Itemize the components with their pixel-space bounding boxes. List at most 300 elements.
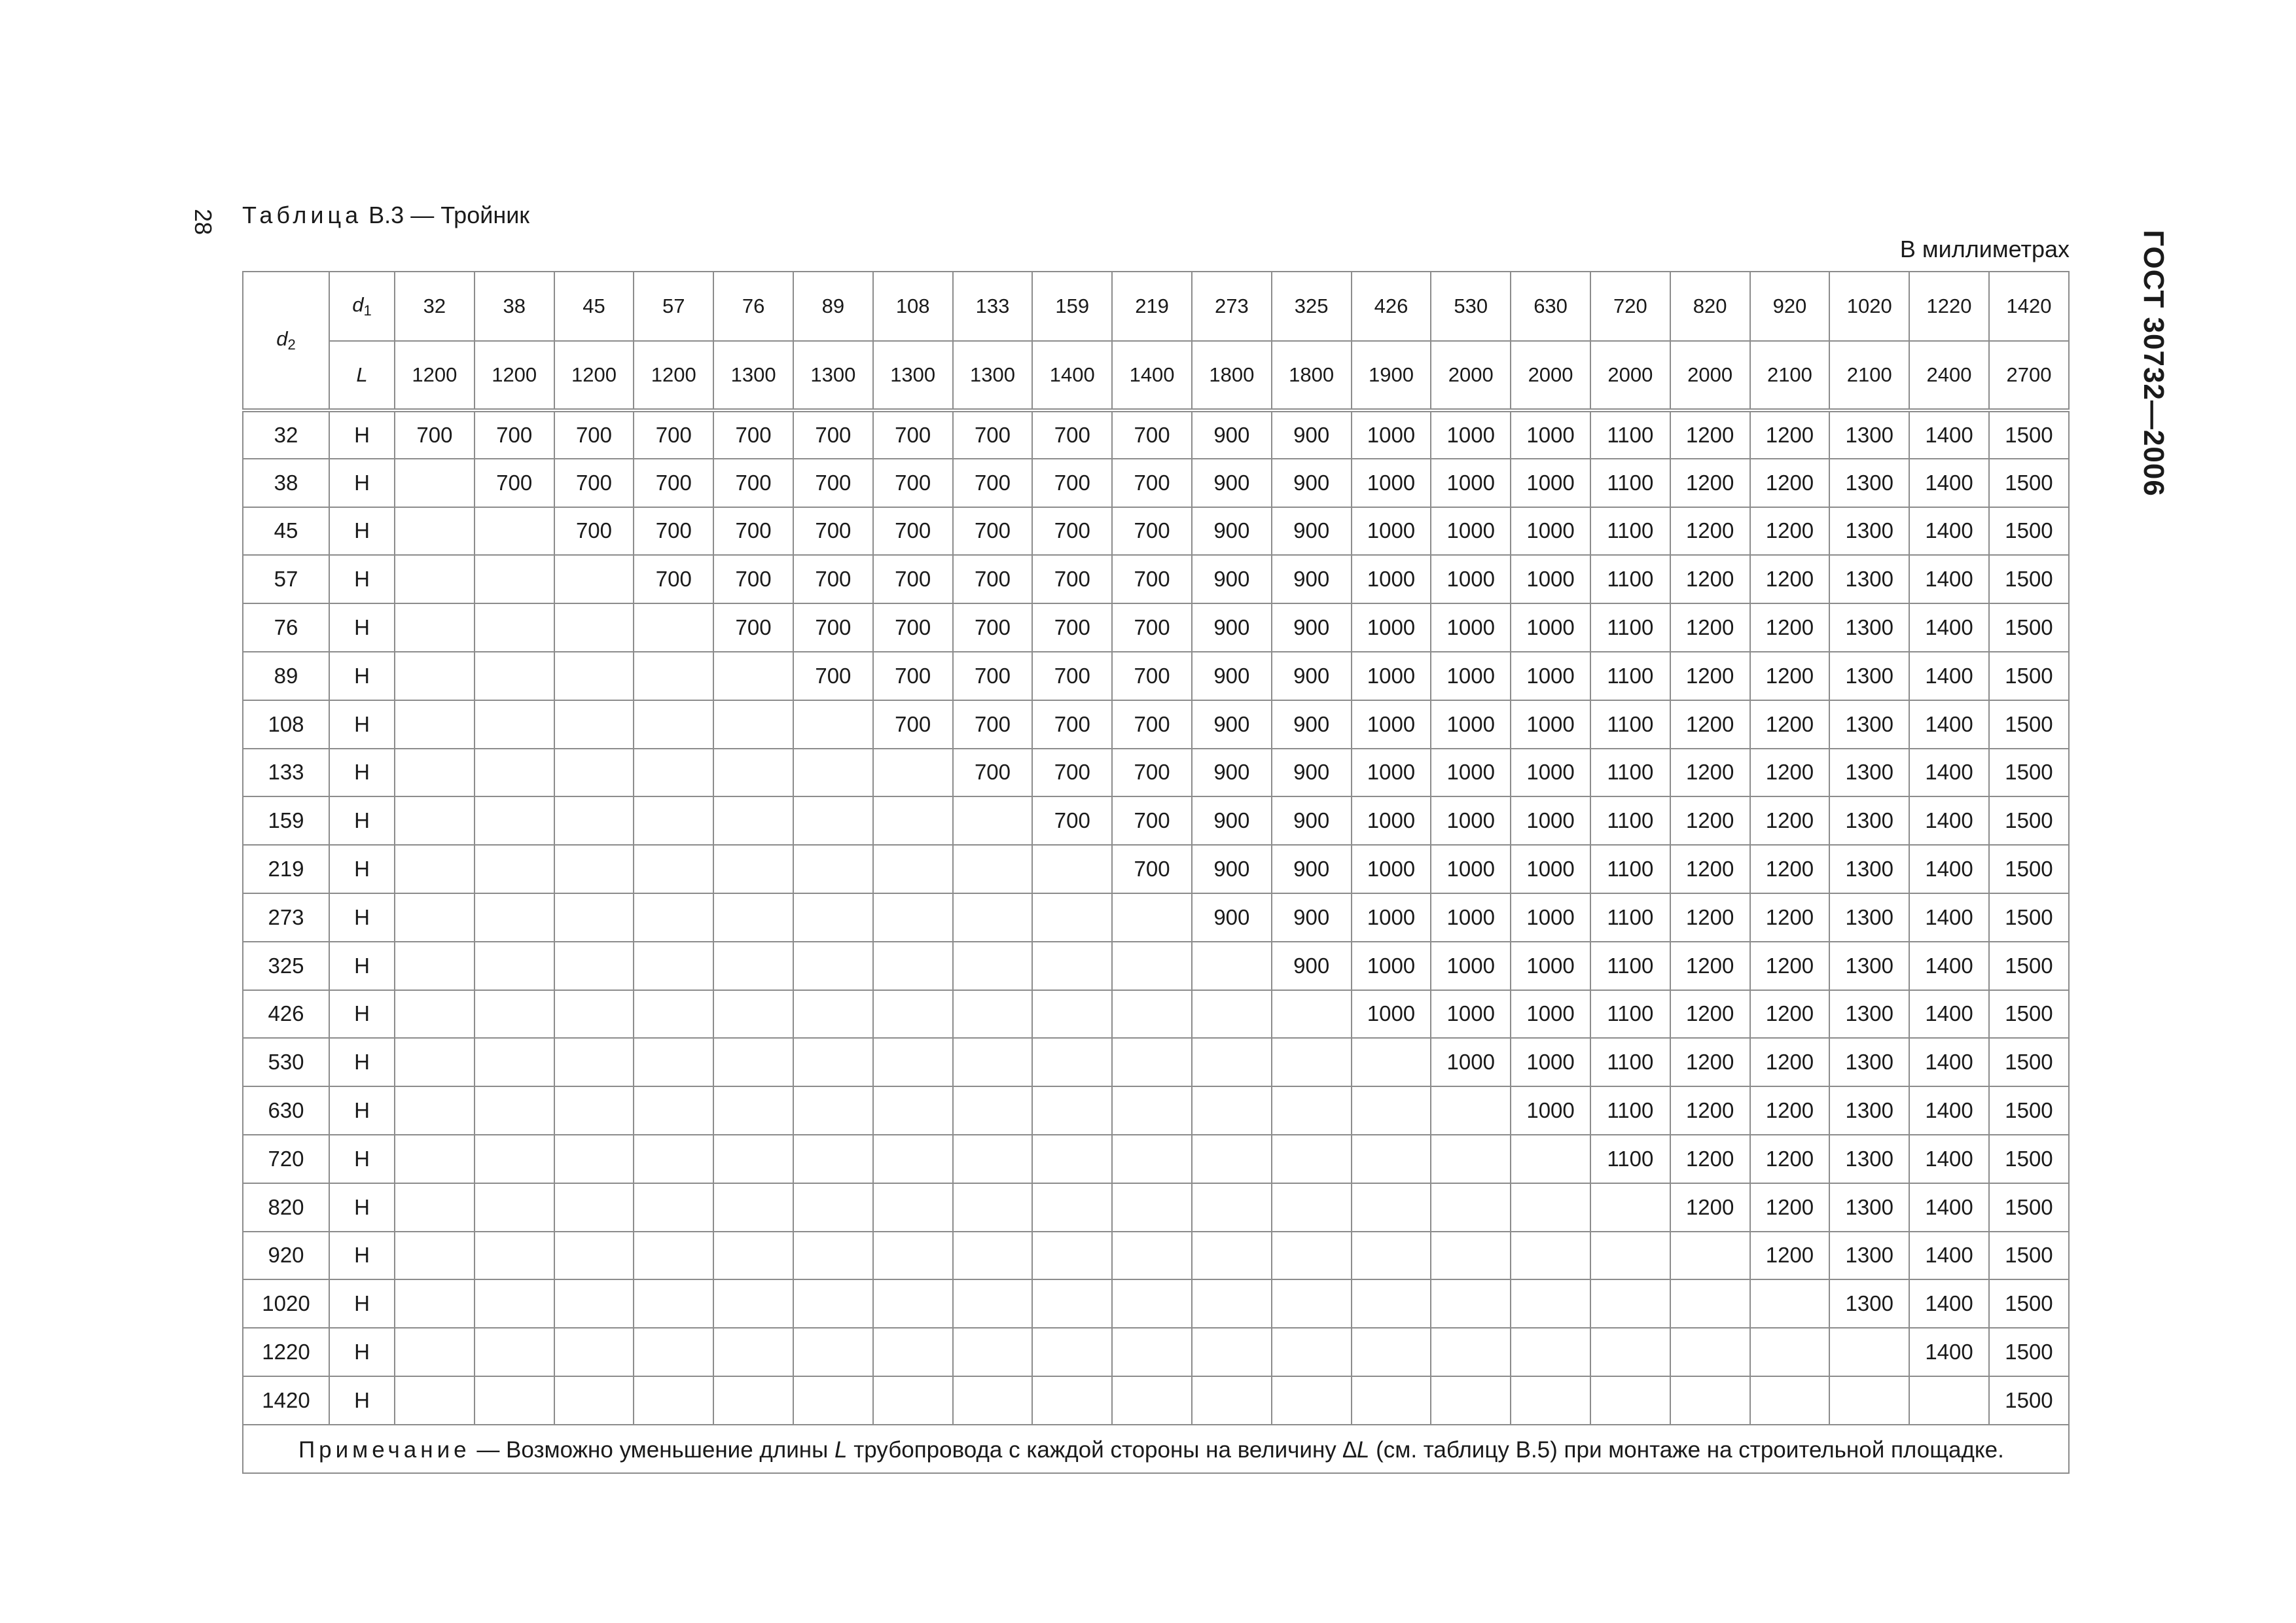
h-value	[634, 796, 713, 845]
h-value	[873, 1376, 953, 1425]
h-value	[713, 1135, 793, 1183]
h-value: 1000	[1511, 796, 1590, 845]
h-value	[713, 942, 793, 990]
L-value: 2700	[1989, 341, 2069, 410]
h-value	[953, 893, 1033, 942]
L-value: 1300	[793, 341, 873, 410]
h-value	[395, 652, 475, 700]
d2-value: 426	[243, 990, 329, 1039]
h-value	[873, 796, 953, 845]
h-value: 1300	[1829, 942, 1909, 990]
h-value	[1829, 1376, 1909, 1425]
h-value: 900	[1272, 749, 1352, 797]
table-row	[243, 1086, 2069, 1135]
h-value: 1000	[1352, 603, 1431, 652]
h-value: 700	[1112, 700, 1192, 749]
h-value: 1000	[1352, 749, 1431, 797]
h-value	[1431, 1376, 1511, 1425]
h-value: 1000	[1352, 459, 1431, 507]
h-value	[554, 700, 634, 749]
h-value	[554, 942, 634, 990]
h-value	[1112, 1328, 1192, 1376]
d2-value: 159	[243, 796, 329, 845]
h-value: 1200	[1750, 749, 1830, 797]
h-value	[793, 1279, 873, 1328]
h-value	[395, 749, 475, 797]
h-value	[1032, 942, 1112, 990]
row-param: H	[329, 555, 395, 603]
h-value: 900	[1192, 603, 1272, 652]
h-value: 1300	[1829, 603, 1909, 652]
h-value: 1100	[1590, 1135, 1670, 1183]
table-row	[243, 1183, 2069, 1232]
h-value	[395, 990, 475, 1039]
row-param: H	[329, 1086, 395, 1135]
h-value	[1590, 1328, 1670, 1376]
h-value: 900	[1272, 652, 1352, 700]
h-value	[1032, 1376, 1112, 1425]
h-value	[1352, 1038, 1431, 1086]
h-value: 1100	[1590, 700, 1670, 749]
header-d2	[243, 272, 329, 410]
row-param: H	[329, 1135, 395, 1183]
h-value: 1400	[1909, 796, 1989, 845]
h-value: 700	[1112, 410, 1192, 459]
h-value: 1300	[1829, 652, 1909, 700]
table-row	[243, 796, 2069, 845]
h-value: 1200	[1750, 990, 1830, 1039]
h-value	[475, 990, 554, 1039]
h-value: 1300	[1829, 1183, 1909, 1232]
h-value	[395, 942, 475, 990]
d1-subscript: 1	[363, 302, 372, 319]
d1-value: 89	[793, 272, 873, 341]
d2-value: 720	[243, 1135, 329, 1183]
h-value: 1000	[1431, 845, 1511, 893]
h-value: 1500	[1989, 1376, 2069, 1425]
h-value	[1352, 1376, 1431, 1425]
document-code: ГОСТ 30732—2006	[2138, 230, 2170, 497]
h-value	[1112, 1038, 1192, 1086]
L-value: 1300	[873, 341, 953, 410]
h-value	[713, 1232, 793, 1280]
d1-value: 325	[1272, 272, 1352, 341]
h-value: 1300	[1829, 1086, 1909, 1135]
h-value	[475, 603, 554, 652]
h-value: 700	[1032, 700, 1112, 749]
h-value: 900	[1272, 942, 1352, 990]
table-row	[243, 1038, 2069, 1086]
h-value: 700	[554, 410, 634, 459]
h-value: 1200	[1670, 652, 1750, 700]
h-value: 700	[953, 459, 1033, 507]
h-value: 1500	[1989, 459, 2069, 507]
h-value	[554, 1183, 634, 1232]
d1-value: 219	[1112, 272, 1192, 341]
L-value: 1800	[1272, 341, 1352, 410]
h-value	[634, 1135, 713, 1183]
h-value	[554, 1038, 634, 1086]
h-value: 1300	[1829, 1135, 1909, 1183]
h-value	[953, 1135, 1033, 1183]
h-value	[475, 796, 554, 845]
L-value: 1300	[953, 341, 1033, 410]
h-value	[793, 1135, 873, 1183]
h-value: 900	[1192, 749, 1272, 797]
table-title	[242, 202, 529, 229]
h-value: 700	[1032, 555, 1112, 603]
h-value	[554, 1376, 634, 1425]
h-value: 700	[873, 700, 953, 749]
h-value: 700	[634, 507, 713, 556]
h-value	[793, 893, 873, 942]
h-value	[953, 1376, 1033, 1425]
table-row	[243, 1232, 2069, 1280]
row-param: H	[329, 749, 395, 797]
h-value: 1000	[1431, 893, 1511, 942]
h-value: 700	[873, 555, 953, 603]
h-value: 700	[873, 459, 953, 507]
h-value: 700	[554, 459, 634, 507]
h-value: 700	[1032, 507, 1112, 556]
h-value: 700	[1032, 796, 1112, 845]
h-value	[713, 1183, 793, 1232]
h-value	[1511, 1328, 1590, 1376]
h-value	[1112, 1232, 1192, 1280]
d2-value: 32	[243, 410, 329, 459]
h-value: 700	[793, 459, 873, 507]
table-row	[243, 1328, 2069, 1376]
h-value	[634, 1328, 713, 1376]
h-value: 1200	[1750, 1183, 1830, 1232]
d1-value: 273	[1192, 272, 1272, 341]
h-value: 900	[1272, 410, 1352, 459]
table-row	[243, 507, 2069, 556]
h-value: 1500	[1989, 893, 2069, 942]
h-value: 700	[395, 410, 475, 459]
header-d1	[329, 272, 395, 341]
h-value: 700	[554, 507, 634, 556]
h-value	[1032, 845, 1112, 893]
h-value: 1200	[1750, 555, 1830, 603]
h-value	[475, 507, 554, 556]
h-value	[1112, 942, 1192, 990]
h-value	[554, 1328, 634, 1376]
h-value: 1200	[1670, 459, 1750, 507]
h-value	[554, 796, 634, 845]
h-value: 900	[1192, 410, 1272, 459]
h-value	[953, 1279, 1033, 1328]
h-value	[1112, 1183, 1192, 1232]
d1-value: 530	[1431, 272, 1511, 341]
h-value: 1100	[1590, 796, 1670, 845]
note-text-1: — Возможно уменьшение длины	[470, 1436, 834, 1463]
h-value: 1500	[1989, 845, 2069, 893]
h-value: 900	[1192, 459, 1272, 507]
h-value: 1000	[1352, 990, 1431, 1039]
h-value: 1000	[1352, 652, 1431, 700]
h-value: 700	[873, 603, 953, 652]
h-value: 1500	[1989, 700, 2069, 749]
h-value	[793, 942, 873, 990]
table-note	[243, 1425, 2069, 1473]
h-value	[953, 845, 1033, 893]
h-value: 700	[793, 555, 873, 603]
L-value: 1400	[1032, 341, 1112, 410]
h-value	[1352, 1232, 1431, 1280]
h-value	[475, 652, 554, 700]
h-value	[1032, 1279, 1112, 1328]
row-param: H	[329, 1183, 395, 1232]
d2-value: 57	[243, 555, 329, 603]
h-value	[475, 1038, 554, 1086]
h-value	[793, 990, 873, 1039]
h-value: 900	[1272, 796, 1352, 845]
h-value: 1000	[1511, 459, 1590, 507]
h-value	[1750, 1376, 1830, 1425]
h-value: 700	[713, 507, 793, 556]
h-value: 700	[793, 652, 873, 700]
d1-value: 57	[634, 272, 713, 341]
h-value	[395, 1038, 475, 1086]
h-value	[873, 845, 953, 893]
h-value: 1000	[1511, 555, 1590, 603]
h-value: 1400	[1909, 942, 1989, 990]
h-value	[1192, 990, 1272, 1039]
d1-symbol: d	[352, 293, 364, 316]
h-value	[873, 1135, 953, 1183]
h-value	[395, 1232, 475, 1280]
h-value: 700	[1112, 796, 1192, 845]
d2-value: 76	[243, 603, 329, 652]
h-value	[1192, 1135, 1272, 1183]
h-value: 700	[873, 410, 953, 459]
d2-value: 1220	[243, 1328, 329, 1376]
h-value: 1200	[1750, 893, 1830, 942]
h-value: 1000	[1431, 990, 1511, 1039]
h-value: 1400	[1909, 459, 1989, 507]
units-label: В миллиметрах	[1899, 236, 2070, 262]
d2-value: 133	[243, 749, 329, 797]
table-row	[243, 749, 2069, 797]
d1-value: 1420	[1989, 272, 2069, 341]
row-param: H	[329, 603, 395, 652]
row-param: H	[329, 1232, 395, 1280]
h-value	[1750, 1279, 1830, 1328]
h-value: 1200	[1750, 1038, 1830, 1086]
h-value	[395, 1086, 475, 1135]
h-value: 900	[1192, 700, 1272, 749]
h-value: 1400	[1909, 603, 1989, 652]
table-title-rest: В.3 — Тройник	[362, 202, 530, 228]
h-value: 700	[1032, 652, 1112, 700]
h-value	[395, 893, 475, 942]
h-value	[475, 942, 554, 990]
L-value: 1300	[713, 341, 793, 410]
h-value	[793, 749, 873, 797]
h-value: 700	[873, 507, 953, 556]
d1-value: 108	[873, 272, 953, 341]
h-value	[1511, 1232, 1590, 1280]
h-value: 900	[1272, 603, 1352, 652]
row-param: H	[329, 845, 395, 893]
h-value	[1032, 1183, 1112, 1232]
h-value: 1100	[1590, 893, 1670, 942]
h-value	[395, 459, 475, 507]
h-value: 1200	[1670, 410, 1750, 459]
h-value	[554, 603, 634, 652]
h-value	[1192, 1376, 1272, 1425]
L-value: 2000	[1670, 341, 1750, 410]
h-value	[475, 1376, 554, 1425]
h-value	[395, 1328, 475, 1376]
d2-value: 820	[243, 1183, 329, 1232]
h-value	[634, 1279, 713, 1328]
row-param: H	[329, 459, 395, 507]
h-value: 1000	[1511, 990, 1590, 1039]
h-value	[554, 893, 634, 942]
h-value	[475, 700, 554, 749]
h-value: 700	[634, 459, 713, 507]
h-value: 1200	[1670, 796, 1750, 845]
h-value: 1400	[1909, 1232, 1989, 1280]
h-value	[554, 1279, 634, 1328]
h-value	[713, 990, 793, 1039]
h-value	[475, 1279, 554, 1328]
h-value: 1400	[1909, 1135, 1989, 1183]
h-value	[713, 1328, 793, 1376]
row-param: H	[329, 1279, 395, 1328]
h-value: 1300	[1829, 990, 1909, 1039]
h-value	[1670, 1376, 1750, 1425]
h-value: 900	[1192, 893, 1272, 942]
h-value	[395, 555, 475, 603]
h-value	[1112, 893, 1192, 942]
h-value: 1300	[1829, 749, 1909, 797]
table-row	[243, 1279, 2069, 1328]
h-value	[1272, 1328, 1352, 1376]
h-value: 700	[713, 459, 793, 507]
h-value	[953, 1038, 1033, 1086]
table-row	[243, 845, 2069, 893]
table-row	[243, 942, 2069, 990]
note-text-2: трубопровода с каждой стороны на величину	[847, 1436, 1343, 1463]
h-value	[713, 1376, 793, 1425]
h-value: 1300	[1829, 796, 1909, 845]
h-value	[554, 845, 634, 893]
L-value: 1200	[634, 341, 713, 410]
h-value: 1000	[1352, 845, 1431, 893]
h-value	[873, 1279, 953, 1328]
table-row	[243, 1376, 2069, 1425]
h-value	[634, 1232, 713, 1280]
h-value: 900	[1272, 507, 1352, 556]
table-row	[243, 555, 2069, 603]
h-value: 1000	[1511, 410, 1590, 459]
h-value	[793, 1038, 873, 1086]
h-value	[395, 1135, 475, 1183]
h-value: 1400	[1909, 845, 1989, 893]
h-value	[953, 1232, 1033, 1280]
row-param: H	[329, 652, 395, 700]
h-value	[1909, 1376, 1989, 1425]
h-value: 900	[1272, 459, 1352, 507]
header-row-L	[243, 341, 2069, 410]
h-value: 1200	[1750, 459, 1830, 507]
h-value	[713, 845, 793, 893]
h-value	[475, 893, 554, 942]
h-value	[873, 1086, 953, 1135]
h-value	[1272, 1279, 1352, 1328]
h-value: 1100	[1590, 990, 1670, 1039]
row-param: H	[329, 507, 395, 556]
L-value: 2100	[1829, 341, 1909, 410]
h-value: 1500	[1989, 1328, 2069, 1376]
h-value	[554, 652, 634, 700]
L-value: 2100	[1750, 341, 1830, 410]
h-value	[873, 1232, 953, 1280]
h-value	[953, 1086, 1033, 1135]
h-value	[1431, 1086, 1511, 1135]
h-value: 700	[1112, 845, 1192, 893]
note-heading: Примечание	[298, 1436, 471, 1463]
h-value	[1511, 1279, 1590, 1328]
h-value	[1590, 1279, 1670, 1328]
table-row	[243, 603, 2069, 652]
h-value: 1500	[1989, 1135, 2069, 1183]
h-value	[1431, 1279, 1511, 1328]
row-param: H	[329, 1328, 395, 1376]
h-value: 1500	[1989, 1279, 2069, 1328]
h-value	[1112, 1376, 1192, 1425]
h-value: 700	[1032, 749, 1112, 797]
h-value: 700	[634, 410, 713, 459]
h-value	[953, 942, 1033, 990]
row-param: H	[329, 410, 395, 459]
h-value: 1000	[1511, 700, 1590, 749]
h-value	[475, 1232, 554, 1280]
h-value: 1000	[1511, 893, 1590, 942]
h-value: 1100	[1590, 749, 1670, 797]
h-value: 1200	[1750, 796, 1830, 845]
d2-value: 38	[243, 459, 329, 507]
h-value: 1000	[1511, 942, 1590, 990]
h-value	[554, 1135, 634, 1183]
d1-value: 76	[713, 272, 793, 341]
h-value: 1000	[1352, 410, 1431, 459]
h-value	[1032, 893, 1112, 942]
h-value	[1511, 1376, 1590, 1425]
h-value	[1112, 1135, 1192, 1183]
L-value: 1800	[1192, 341, 1272, 410]
h-value: 900	[1192, 507, 1272, 556]
h-value	[1272, 990, 1352, 1039]
h-value: 1000	[1431, 507, 1511, 556]
h-value	[1352, 1279, 1431, 1328]
h-value	[1431, 1183, 1511, 1232]
h-value	[873, 990, 953, 1039]
h-value	[1352, 1328, 1431, 1376]
h-value	[873, 1183, 953, 1232]
h-value	[1112, 1086, 1192, 1135]
row-param: H	[329, 700, 395, 749]
h-value: 700	[1032, 410, 1112, 459]
h-value	[1511, 1135, 1590, 1183]
h-value	[1192, 1038, 1272, 1086]
row-param: H	[329, 893, 395, 942]
h-value: 900	[1192, 555, 1272, 603]
h-value	[1272, 1038, 1352, 1086]
